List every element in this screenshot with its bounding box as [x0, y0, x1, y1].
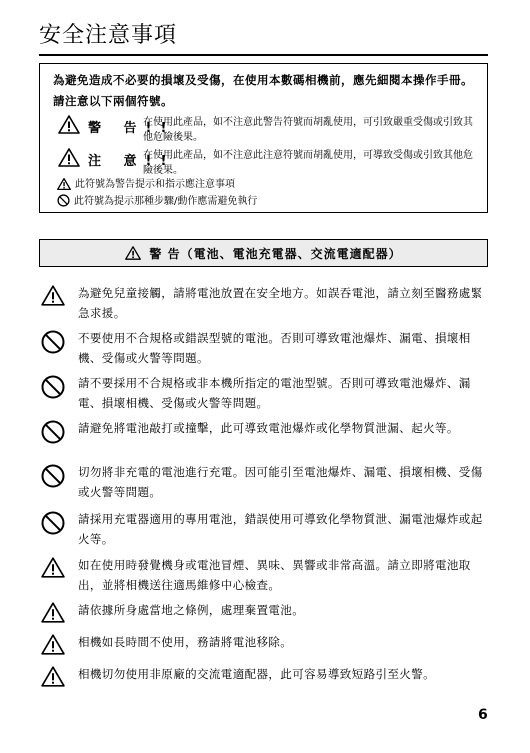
- warning-section-title: 警 告（電池、電池充電器、交流電適配器）: [149, 246, 402, 261]
- warning-triangle-icon: [58, 148, 80, 167]
- warning-item-text: 切勿將非充電的電池進行充電。因可能引至電池爆炸、漏電、損壞相機、受傷或火警等問題。: [78, 465, 483, 499]
- warning-item-text: 相機如長時間不使用，務請將電池移除。: [78, 635, 293, 649]
- prohibited-icon: [41, 330, 65, 354]
- legend-warning-row: [57, 178, 235, 192]
- warning-symbol-label: 警 告!!: [88, 121, 176, 136]
- warning-triangle-icon: [41, 666, 65, 687]
- warning-item-text: 為避免兒童接觸，請將電池放置在安全地方。如誤吞電池，請立刻至醫務處緊急求援。: [78, 286, 483, 320]
- warning-triangle-icon: [41, 285, 65, 306]
- warning-item-text: 請避免將電池敲打或撞擊，此可導致電池爆炸或化學物質泄漏、起火等。: [78, 421, 459, 435]
- prohibited-icon: [41, 511, 65, 535]
- prohibited-icon: [41, 464, 65, 488]
- warning-triangle-icon: [57, 178, 71, 190]
- page-title: 安全注意事項: [39, 23, 178, 48]
- warning-item-text: 請採用充電器適用的專用電池，錯誤使用可導致化學物質泄、漏電池爆炸或起火等。: [78, 512, 483, 546]
- legend-prohibited-text: 此符號為提示那種步驟/動作應需避免執行: [74, 196, 258, 207]
- warning-triangle-icon: [41, 557, 65, 578]
- warning-item-text: 如在使用時發覺機身或電池冒煙、異味、異響或非常高溫。請立即將電池取出，並將相機送往適馬維修中心檢查。: [78, 558, 471, 592]
- warning-triangle-icon: [41, 602, 65, 623]
- prohibited-icon: [41, 375, 65, 399]
- title-divider: [39, 54, 488, 56]
- warning-item-text: 請依據所身處當地之條例，處理棄置電池。: [78, 603, 305, 617]
- warning-symbol-description: 在使用此產品，如不注意此警告符號而胡亂使用，可引致嚴重受傷或引致其他危險後果。: [143, 117, 473, 143]
- legend-warning-text: 此符號為警告提示和指示應注意事項: [75, 179, 235, 190]
- warning-triangle-icon: [125, 246, 141, 260]
- caution-symbol-label: 注 意!!: [88, 154, 176, 169]
- caution-symbol-description: 在使用此產品，如不注意此注意符號而胡亂使用，可導致受傷或引致其他危險後果。: [143, 150, 473, 176]
- intro-text: 為避免造成不必要的損壞及受傷，在使用本數碼相機前，應先細閱本操作手冊。請注意以下兩個符號。: [53, 73, 473, 108]
- warning-triangle-icon: [41, 634, 65, 655]
- warning-item-text: 相機切勿使用非原廠的交流電適配器，此可容易導致短路引至火警。: [78, 667, 435, 681]
- legend-prohibited-row: [57, 194, 257, 209]
- warning-triangle-icon: [58, 115, 80, 134]
- warning-section-header: [39, 239, 488, 267]
- warning-item-text: 請不要採用不合規格或非本機所指定的電池型號。否則可導致電池爆炸、漏電、損壞相機、受傷或火警等問題。: [78, 376, 471, 410]
- prohibited-icon: [41, 420, 65, 444]
- page-number: 6: [478, 707, 488, 723]
- warning-item-text: 不要使用不合規格或錯誤型號的電池。否則可導致電池爆炸、漏電、損壞相機、受傷或火警等問題。: [78, 331, 471, 365]
- prohibited-icon: [57, 194, 70, 207]
